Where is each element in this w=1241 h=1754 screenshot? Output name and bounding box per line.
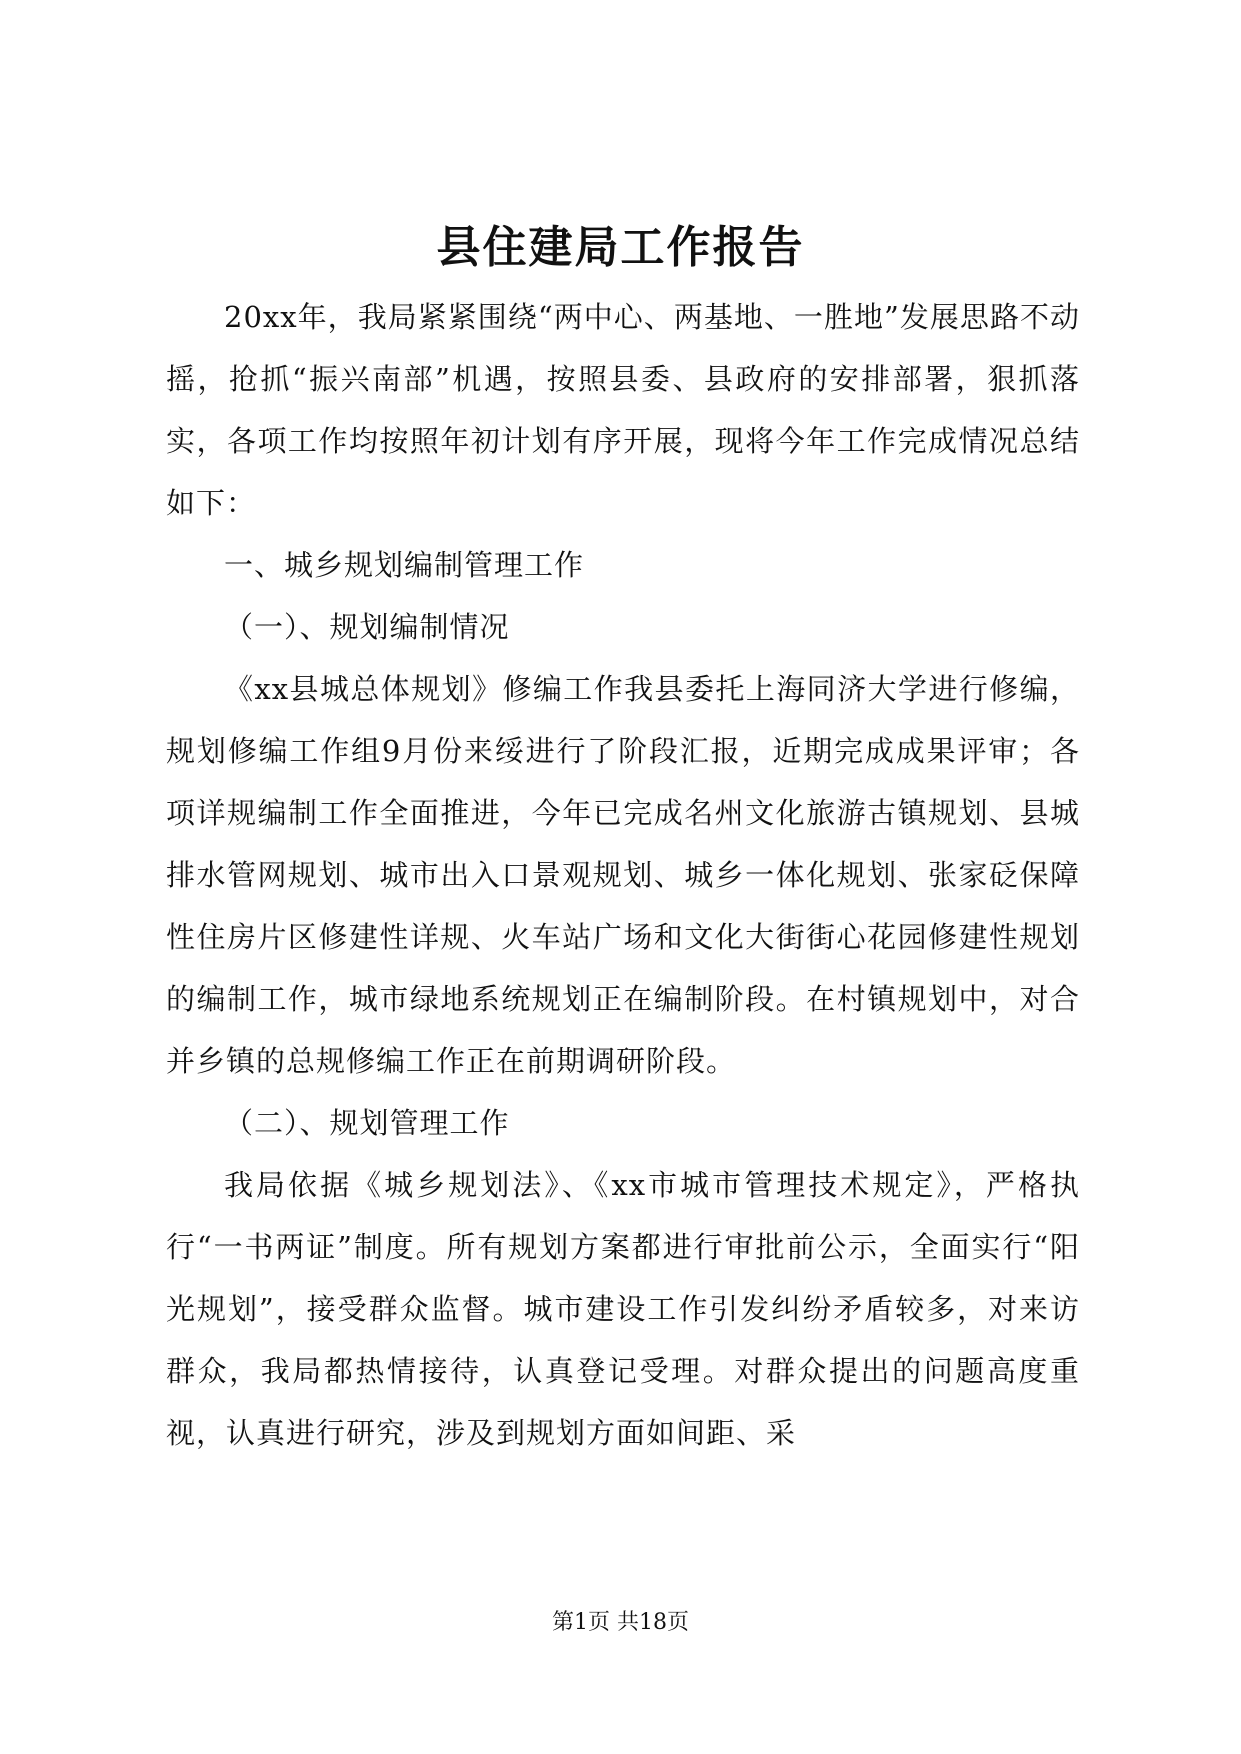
section-heading-1: 一、城乡规划编制管理工作: [224, 548, 585, 582]
subsection-heading-2: （二）、规划管理工作: [224, 1106, 510, 1140]
subsection-heading-1: （一）、规划编制情况: [224, 610, 510, 644]
paragraph-planning-management: 我局依据《城乡规划法》、《xx市城市管理技术规定》，严格执行“一书两证”制度。所有规划方案都进行审批前公示，全面实行“阳光规划”，接受群众监督。城市建设工作引发纠纷矛盾较多，对来访群众，我局都热情接待，认真登记受理。对群众提出的问题高度重视，认真进行研究，涉及到规划方面如间距、采: [166, 1168, 1080, 1450]
page-footer: 第1页 共18页: [552, 1610, 689, 1635]
document-title: 县住建局工作报告: [436, 222, 805, 273]
paragraph-planning-compilation: 《xx县城总体规划》修编工作我县委托上海同济大学进行修编，规划修编工作组9月份来绥进行了阶段汇报，近期完成成果评审；各项详规编制工作全面推进，今年已完成名州文化旅游古镇规划、县城排水管网规划、城市出入口景观规划、城乡一体化规划、张家砭保障性住房片区修建性详规、火车站广场和文化大街街心花园修建性规划的编制工作，城市绿地系统规划正在编制阶段。在村镇规划中，对合并乡镇的总规修编工作正在前期调研阶段。: [166, 672, 1080, 1078]
document-body: [166, 286, 1080, 1464]
paragraph-intro: 20xx年，我局紧紧围绕“两中心、两基地、一胜地”发展思路不动摇，抢抓“振兴南部”机遇，按照县委、县政府的安排部署，狠抓落实，各项工作均按照年初计划有序开展，现将今年工作完成情况总结如下：: [166, 300, 1080, 520]
